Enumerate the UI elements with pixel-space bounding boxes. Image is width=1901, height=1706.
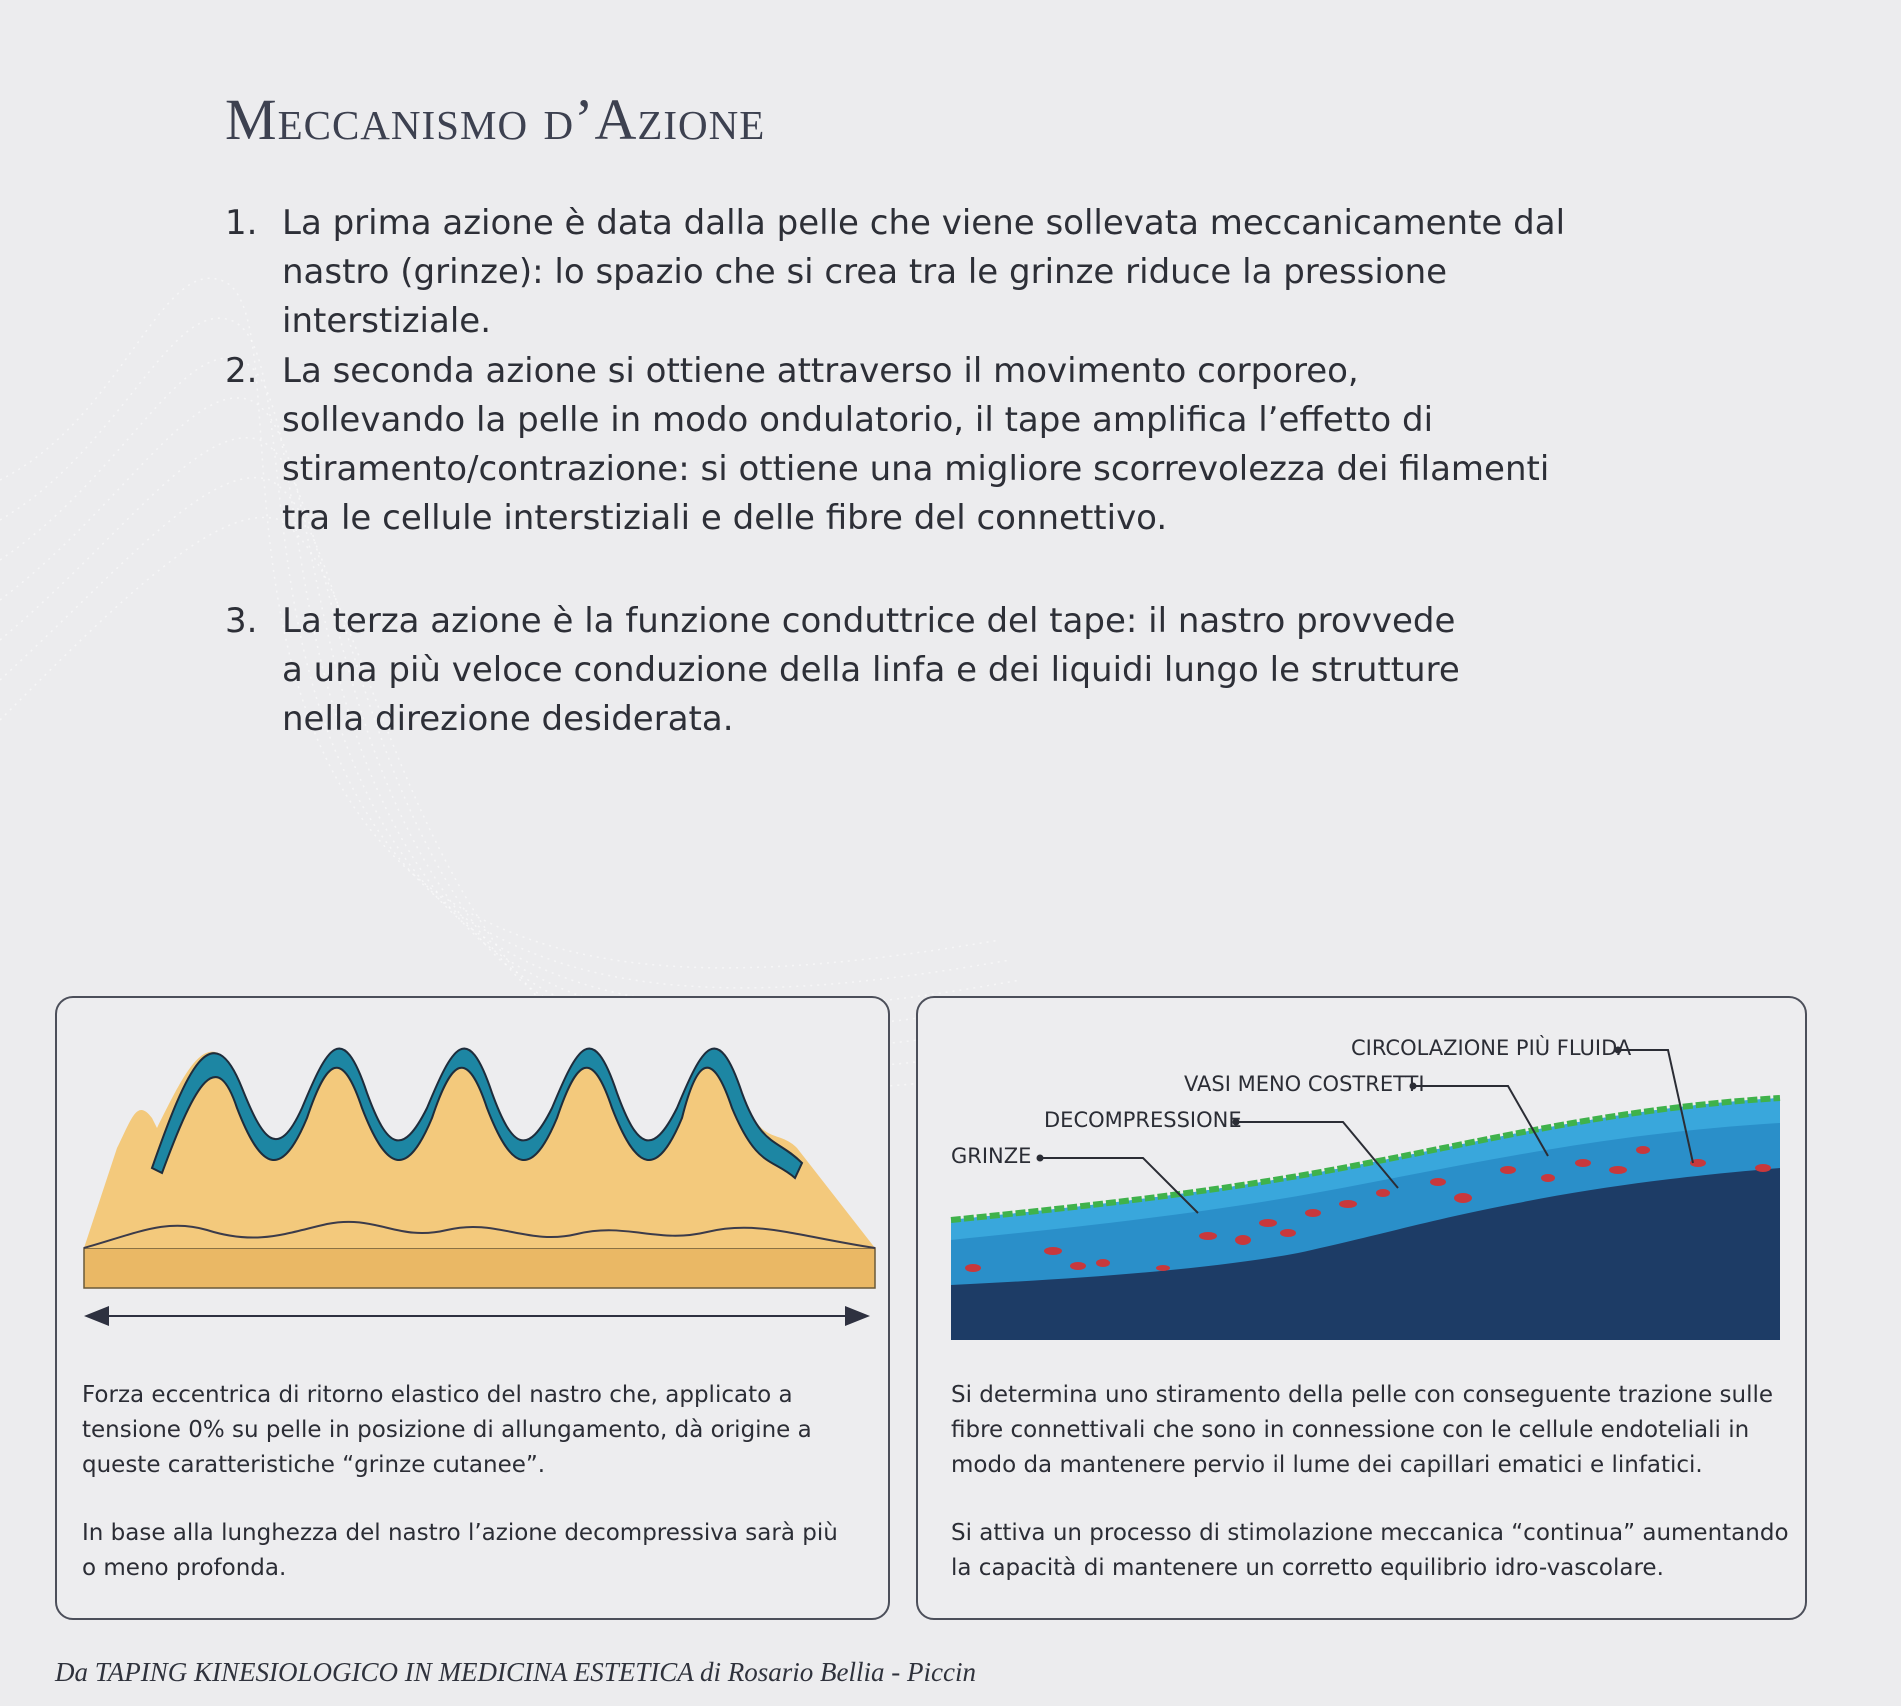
page-title: Meccanismo d’Azione (225, 87, 766, 152)
blood-cell (1156, 1265, 1170, 1271)
blood-cell (1096, 1259, 1110, 1267)
caption-line: queste caratteristiche “grinze cutanee”. (82, 1452, 546, 1478)
tape-wrinkles-panel (55, 996, 890, 1620)
point-number: 3. (225, 601, 258, 641)
blood-cell (1235, 1235, 1251, 1245)
blood-cell (1199, 1232, 1217, 1240)
arrow-left-head (84, 1306, 109, 1326)
caption-line: modo da mantenere pervio il lume dei capillari ematici e linfatici. (951, 1452, 1703, 1478)
arrow-right-head (845, 1306, 870, 1326)
blood-cell (1430, 1178, 1446, 1186)
blood-cell (1755, 1164, 1771, 1172)
blood-cell (1339, 1200, 1357, 1208)
label-vasi: VASI MENO COSTRETTI (1184, 1072, 1425, 1096)
point-text (282, 347, 1652, 543)
blood-cell (1541, 1174, 1555, 1182)
caption-line: Forza eccentrica di ritorno elastico del nastro che, applicato a (82, 1382, 793, 1408)
point-line: stiramento/contrazione: si ottiene una migliore scorrevolezza dei filamenti (282, 449, 1550, 489)
left-caption-2 (82, 1516, 872, 1586)
point-line: tra le cellule interstiziali e delle fibre del connettivo. (282, 498, 1168, 538)
blood-cell (1305, 1209, 1321, 1217)
callout-dot (1037, 1155, 1044, 1162)
label-circolazione: CIRCOLAZIONE PIÙ FLUIDA (1351, 1036, 1632, 1060)
blood-cell (1259, 1219, 1277, 1227)
left-caption-1 (82, 1378, 872, 1483)
point-line: La prima azione è data dalla pelle che viene sollevata meccanicamente dal (282, 203, 1566, 243)
blood-cell (1044, 1247, 1062, 1255)
blood-cell (965, 1264, 981, 1272)
point-line: nella direzione desiderata. (282, 699, 734, 739)
blood-cell (1280, 1229, 1296, 1237)
point-number: 2. (225, 351, 258, 391)
caption-line: In base alla lunghezza del nastro l’azione decompressiva sarà più (82, 1520, 838, 1546)
blood-cell (1376, 1189, 1390, 1197)
point-line: sollevando la pelle in modo ondulatorio, il tape amplifica l’effetto di (282, 400, 1434, 440)
skin-slab (84, 1248, 875, 1288)
right-caption-1 (951, 1378, 1791, 1483)
source-credit: Da TAPING KINESIOLOGICO IN MEDICINA ESTETICA di Rosario Bellia - Piccin (55, 1657, 976, 1687)
caption-line: o meno profonda. (82, 1555, 287, 1581)
blood-cell (1500, 1166, 1516, 1174)
point-text (282, 597, 1652, 744)
right-caption-2 (951, 1516, 1791, 1586)
caption-line: Si attiva un processo di stimolazione meccanica “continua” aumentando (951, 1520, 1789, 1546)
blood-cell (1454, 1193, 1472, 1203)
caption-line: tensione 0% su pelle in posizione di allungamento, dà origine a (82, 1417, 812, 1443)
label-decompressione: DECOMPRESSIONE (1044, 1108, 1242, 1132)
blood-cell (1575, 1159, 1591, 1167)
caption-line: fibre connettivali che sono in connessione con le cellule endoteliali in (951, 1417, 1750, 1443)
point-line: nastro (grinze): lo spazio che si crea tra le grinze riduce la pressione interstiziale. (282, 252, 1448, 341)
blood-cell (1636, 1146, 1650, 1154)
point-line: La terza azione è la funzione conduttrice del tape: il nastro provvede (282, 601, 1456, 641)
blood-cell (1609, 1166, 1627, 1174)
label-grinze: GRINZE (951, 1144, 1032, 1168)
point-number: 1. (225, 203, 258, 243)
point-line: a una più veloce conduzione della linfa e dei liquidi lungo le strutture (282, 650, 1460, 690)
circulation-panel (916, 996, 1807, 1620)
caption-line: la capacità di mantenere un corretto equilibrio idro-vascolare. (951, 1555, 1664, 1581)
point-text (282, 199, 1652, 346)
blood-cell (1070, 1262, 1086, 1270)
caption-line: Si determina uno stiramento della pelle con conseguente trazione sulle (951, 1382, 1774, 1408)
point-line: La seconda azione si ottiene attraverso il movimento corporeo, (282, 351, 1359, 391)
